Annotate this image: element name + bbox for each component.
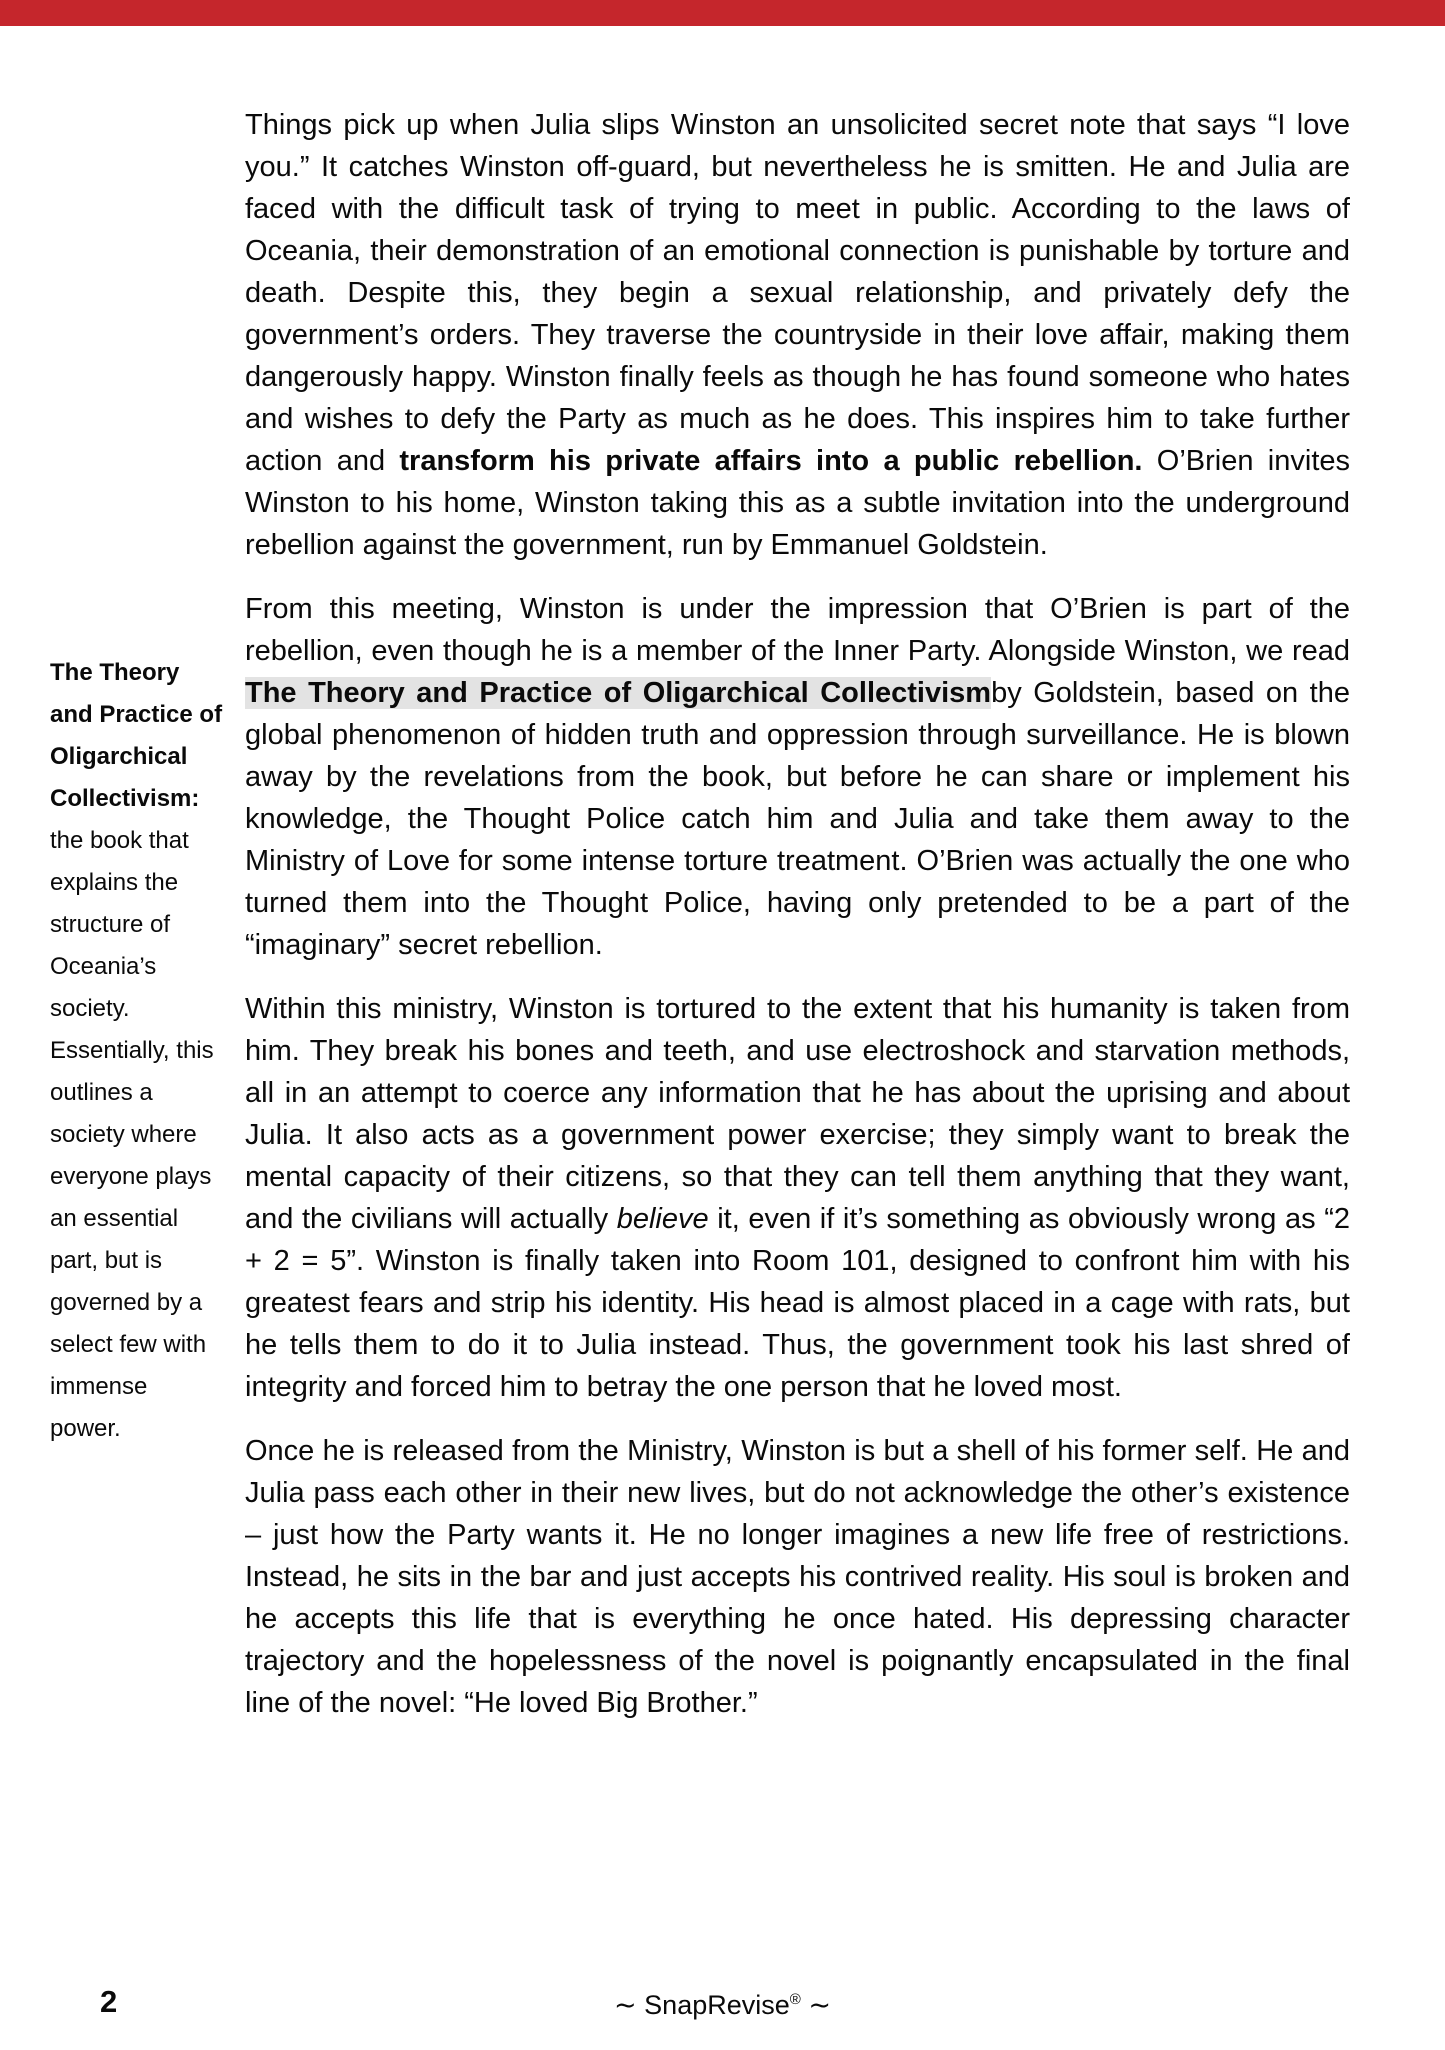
body-text [245, 104, 1350, 1746]
margin-note-definition: the book that explains the structure of Oceania’s society. Essentially, this outlines a society where everyone plays an essential part, but is governed by a select few with immense power. [50, 827, 214, 1442]
paragraph: Things pick up when Julia slips Winston an unsolicited secret note that says “I love you.” It catches Winston off-guard, but nevertheless he is smitten. He and Julia are faced with the difficult task of trying to meet in public. According to the laws of Oceania, their demonstration of an emotional connection is punishable by torture and death. Despite this, they begin a sexual relationship, and privately defy the government’s orders. They traverse the countryside in their love affair, making them dangerously happy. Winston finally feels as though he has found someone who hates and wishes to defy the Party as much as he does. This inspires him to take further action and transform his private affairs into a public rebellion. O’Brien invites Winston to his home, Winston taking this as a subtle invitation into the underground rebellion against the government, run by Emmanuel Goldstein. [245, 109, 1351, 561]
top-accent-bar [0, 0, 1445, 26]
brand-name: SnapRevise [644, 1990, 790, 2020]
brand-footer [0, 1990, 1445, 2021]
margin-note-term: The Theory and Practice of Oligarchical Collectivism: [50, 659, 223, 812]
brand-tilde-right: ∼ [800, 1990, 831, 2020]
paragraph: From this meeting, Winston is under the impression that O’Brien is part of the rebellion, even though he is a member of the Inner Party. Alongside Winston, we read The Theory and Practice of Oligarchical Collectivismby Goldstein, based on the global phenomenon of hidden truth and oppression through surveillance. He is blown away by the revelations from the book, but before he can share or implement his knowledge, the Thought Police catch him and Julia and take them away to the Ministry of Love for some intense torture treatment. O’Brien was actually the one who turned them into the Thought Police, having only pretended to be a part of the “imaginary” secret rebellion. [245, 593, 1350, 961]
page-number: 2 [100, 1984, 118, 2019]
margin-note [50, 652, 224, 1450]
highlighted-text: The Theory and Practice of Oligarchical Collectivism [245, 677, 992, 709]
paragraph: Within this ministry, Winston is tortured to the extent that his humanity is taken from him. They break his bones and teeth, and use electroshock and starvation methods, all in an attempt to coerce any information that he has about the uprising and about Julia. It also acts as a government power exercise; they simply want to break the mental capacity of their citizens, so that they can tell them anything that they want, and the civilians will actually believe it, even if it’s something as obviously wrong as “2 + 2 = 5”. Winston is finally taken into Room 101, designed to confront him with his greatest fears and strip his identity. His head is almost placed in a cage with rats, but he tells them to do it to Julia instead. Thus, the government took his last shred of integrity and forced him to betray the one person that he loved most. [245, 993, 1350, 1403]
paragraph: Once he is released from the Ministry, Winston is but a shell of his former self. He and Julia pass each other in their new lives, but do not acknowledge the other’s existence – just how the Party wants it. He no longer imagines a new life free of restrictions. Instead, he sits in the bar and just accepts his contrived reality. His soul is broken and he accepts this life that is everything he once hated. His depressing character trajectory and the hopelessness of the novel is poignantly encapsulated in the final line of the novel: “He loved Big Brother.” [245, 1435, 1350, 1719]
registered-mark: ® [789, 1991, 801, 2008]
brand-tilde-left: ∼ [614, 1990, 645, 2020]
